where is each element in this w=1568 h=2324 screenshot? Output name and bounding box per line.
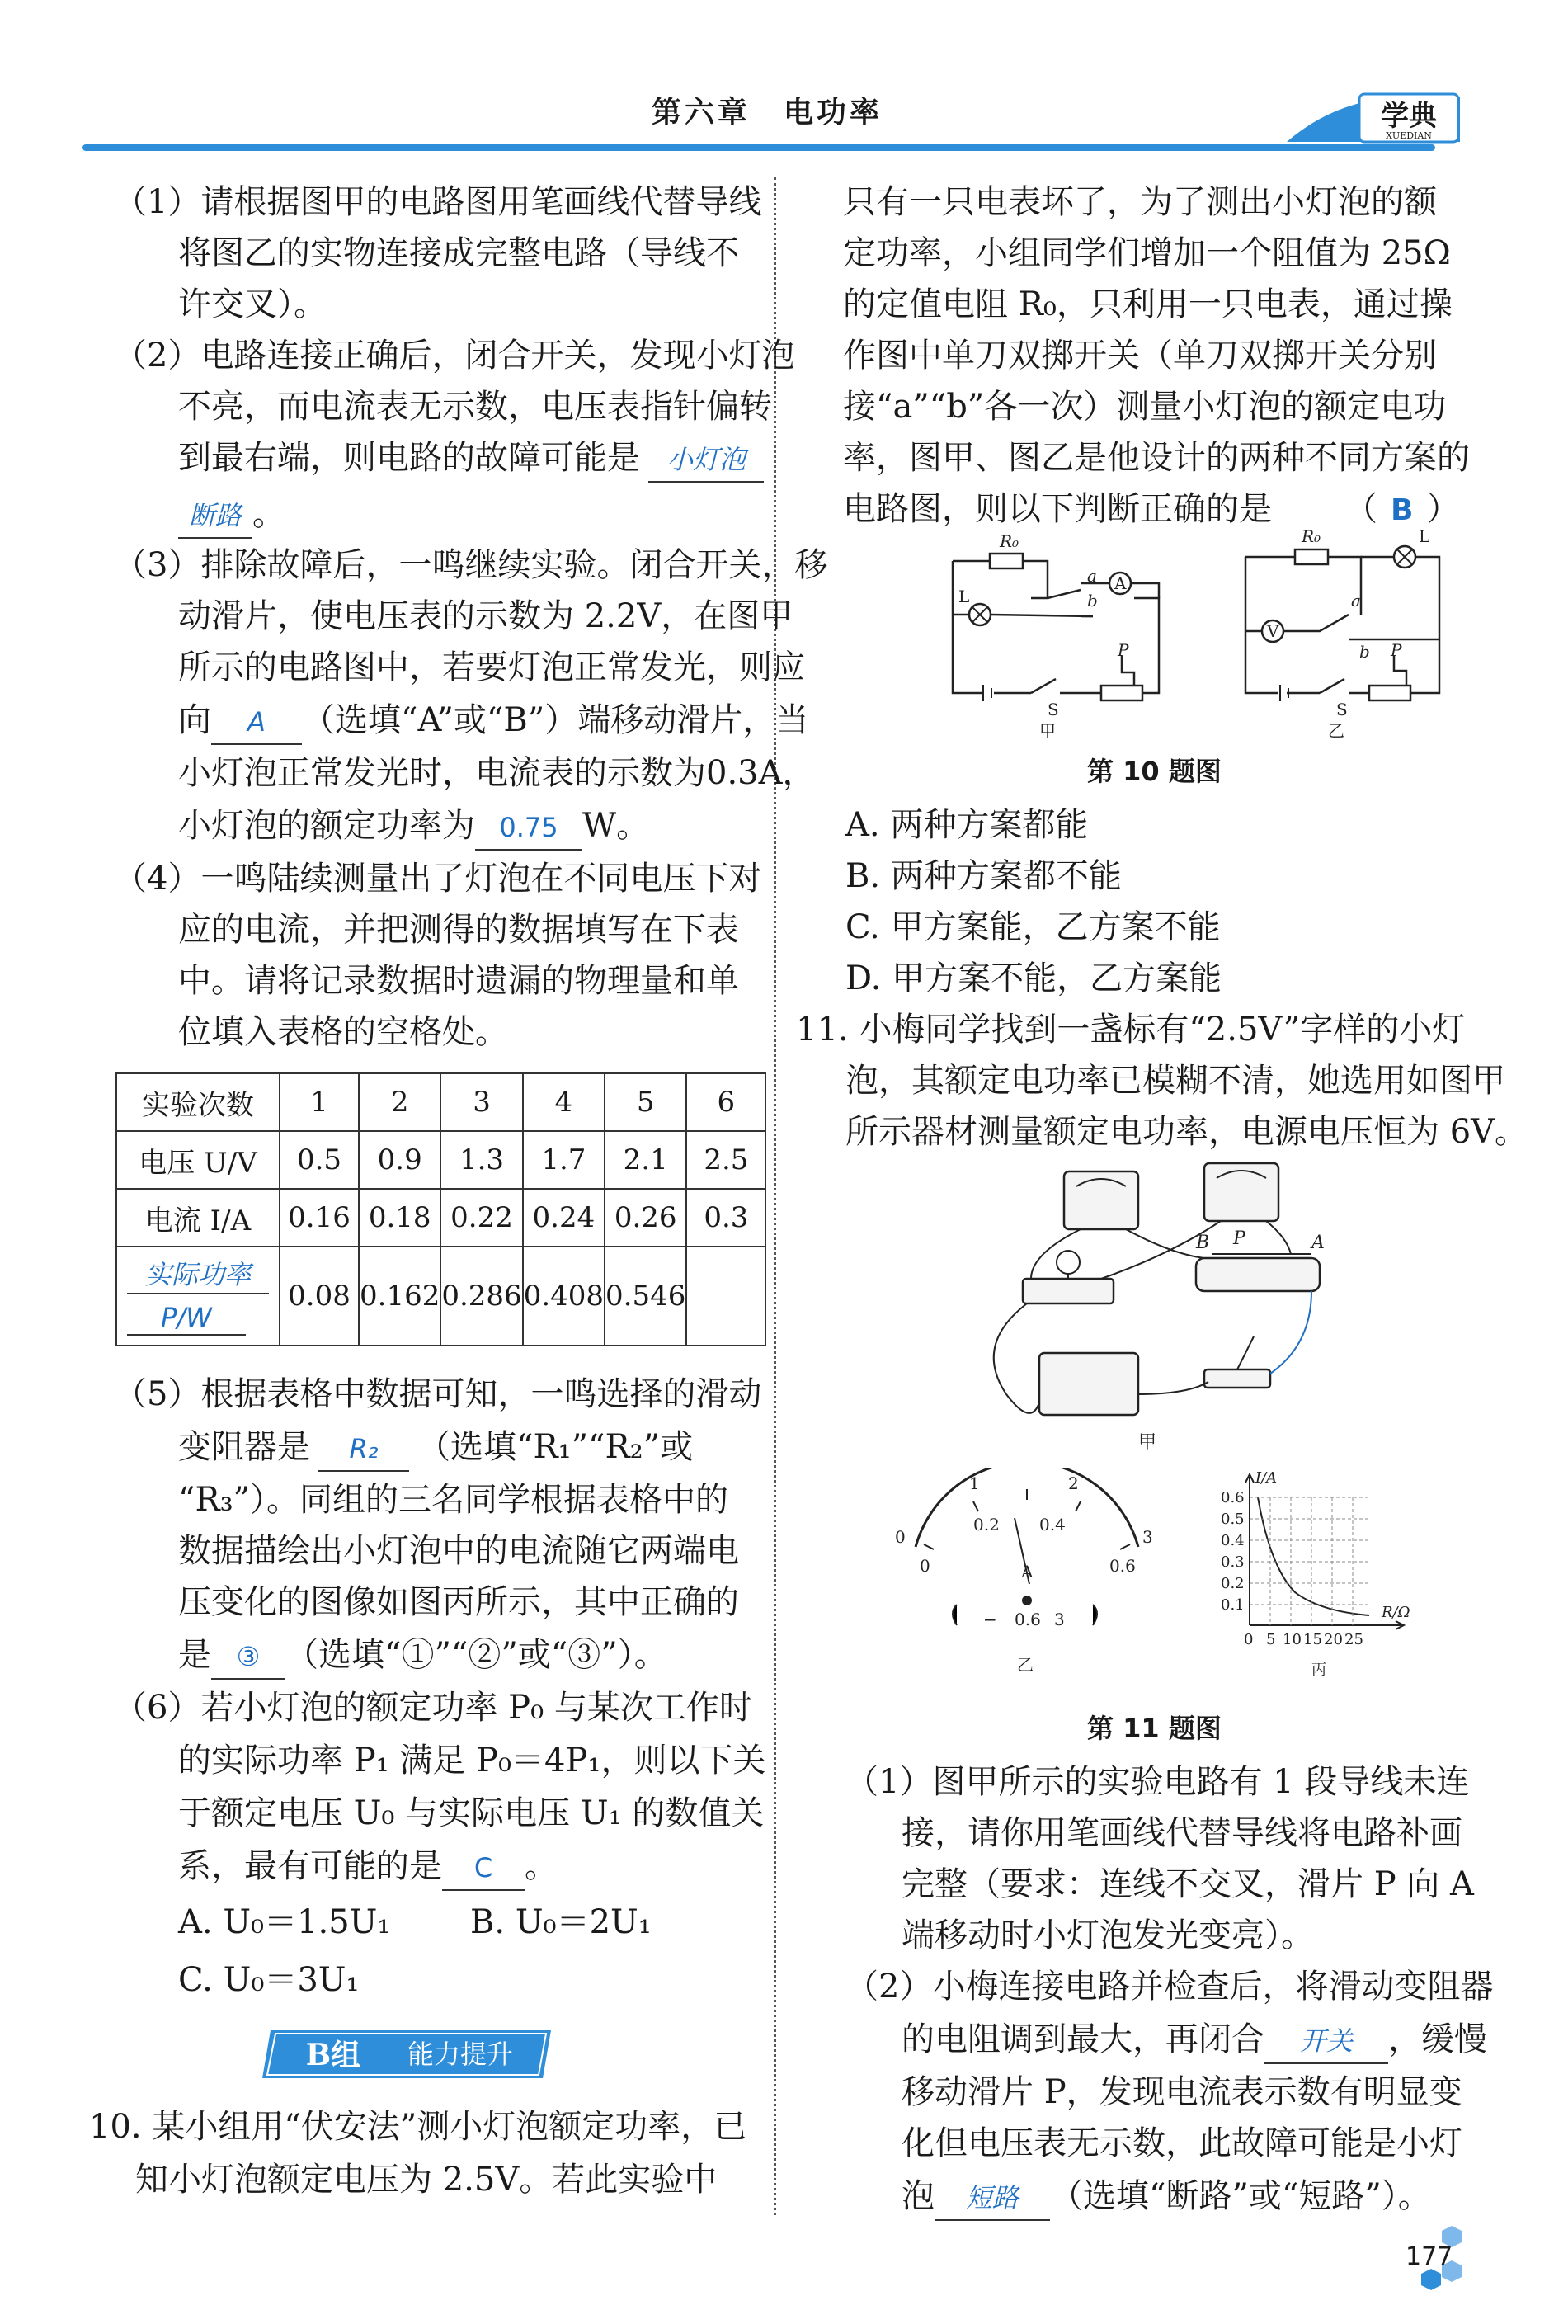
q6-line-1: （6）若小灯泡的额定功率 P₀ 与某次工作时 [114,1689,752,1727]
q4-line-4: 位填入表格的空格处。 [178,1013,508,1051]
graph-ytick: 0.1 [1221,1596,1245,1614]
fig10-voltmeter-yi: V [1267,621,1279,641]
table-cell: 0.22 [440,1189,522,1247]
q6-option-c: C. U₀＝3U₁ [178,1961,360,1999]
q1-line-2: 将图乙的实物连接成完整电路（导线不 [178,234,739,272]
fig10-caption: 第 10 题图 [1087,756,1222,787]
q11-1-line-4: 端移动时小灯泡发光变亮）。 [902,1916,1314,1954]
graph-xtick: 20 [1324,1631,1343,1648]
q10-option-a: A. 两种方案都能 [845,806,1089,844]
q2-text: 到最右端，则电路的故障可能是 [178,439,640,477]
fig10-circuits [932,524,1468,738]
q3-line-2: 动滑片，使电压表的示数为 2.2V，在图甲 [178,597,793,635]
fig10-a-yi: a [1351,591,1361,610]
q11-1-line-3: 完整（要求：连线不交叉，滑片 P 向 A [902,1865,1474,1903]
table-cell: 实验次数 [116,1073,280,1131]
q3-line-6: 小灯泡的额定功率为 0.75 W。 [178,801,649,851]
q5-answer-1: R₂ [318,1427,409,1472]
fig11-p: P [1233,1228,1245,1249]
q10-option-c: C. 甲方案能，乙方案不能 [845,908,1221,946]
q6-line-2: 的实际功率 P₁ 满足 P₀＝4P₁，则以下关 [178,1742,766,1780]
fig10-ammeter-jia: A [1114,573,1127,593]
q10-option-d: D. 甲方案不能，乙方案能 [845,959,1222,997]
meter-scale-06: 0.6 [1109,1556,1136,1576]
fig11-caption: 第 11 题图 [1087,1713,1222,1744]
q2-line-1: （2）电路连接正确后，闭合开关，发现小灯泡 [114,337,795,375]
table-cell: 0.26 [605,1189,686,1247]
q10-cont-3: 的定值电阻 R₀，只利用一只电表，通过操 [843,285,1453,323]
q10-line-2: 知小灯泡额定电压为 2.5V。若此实验中 [135,2161,718,2199]
table-cell: 0.16 [280,1189,359,1247]
q11-2-line-5: 泡 短路 （选填“断路”或“短路”）。 [902,2171,1431,2221]
graph-xtick: 0 [1244,1631,1254,1648]
fig11-label-yi: 乙 [1017,1655,1034,1675]
fig11-label-bing: 丙 [1311,1662,1326,1679]
table-cell: 0.408 [523,1247,605,1346]
q10-option-b: B. 两种方案都不能 [845,857,1122,895]
q10-line-1: 10. 某小组用“伏安法”测小灯泡额定功率，已 [89,2108,747,2146]
publisher-logo [1287,91,1460,148]
q3-line-3: 所示的电路图中，若要灯泡正常发光，则应 [178,648,805,686]
fig10-s-jia: S [1048,700,1059,719]
q5-line-5: 压变化的图像如图丙所示，其中正确的 [178,1583,739,1621]
table-cell: 0.3 [686,1189,765,1247]
q5-line-6: 是 ③ （选填“①”“②”或“③”）。 [178,1630,667,1680]
fig10-label-yi: 乙 [1328,721,1344,738]
table-cell: 2 [359,1073,440,1131]
fig10-b-yi: b [1359,642,1370,662]
table-cell: 0.546 [605,1247,686,1346]
table-cell: 6 [686,1073,765,1131]
q3-line-1: （3）排除故障后，一鸣继续实验。闭合开关，移 [114,546,828,584]
fig10-l-jia: L [958,587,970,606]
table-cell: 0.08 [280,1247,359,1346]
q11-2-line-2: 的电阻调到最大，再闭合 开关 ，缓慢 [902,2015,1487,2064]
fig11-apparatus [924,1147,1386,1460]
fig10-p-jia: P [1118,640,1129,660]
graph-xtick: 10 [1283,1631,1302,1648]
q1-line-1: （1）请根据图甲的电路图用笔画线代替导线 [114,183,762,221]
fig10-b-jia: b [1087,591,1098,610]
table-cell: 0.24 [523,1189,605,1247]
graph-ytick: 0.3 [1221,1553,1245,1571]
fig11-a: A [1311,1233,1325,1253]
q1-line-3: 许交叉）。 [178,285,327,323]
q11-2-line-4: 化但电压表无示数，此故障可能是小灯 [902,2124,1462,2162]
meter-scale-1: 1 [969,1473,980,1493]
graph-ytick: 0.4 [1221,1532,1245,1549]
fig11-label-jia: 甲 [1138,1432,1157,1453]
q2-line-4: 断路 。 [178,489,285,539]
q10-answer: B [1391,493,1414,527]
meter-term-3: 3 [1054,1610,1065,1629]
chapter-title: 第六章 电功率 [652,95,883,130]
q4-line-3: 中。请将记录数据时遗漏的物理量和单 [178,962,739,1000]
q10-cont-7: 电路图，则以下判断正确的是 [843,490,1272,528]
banner-title: 能力提升 [407,2039,514,2070]
table-row [116,1131,765,1189]
section-banner [262,2025,559,2083]
power-label-2: P/W [127,1301,246,1336]
q3-line-4: 向 A （选填“A”或“B”）端移动滑片，当 [178,695,808,745]
q4-line-1: （4）一鸣陆续测量出了灯泡在不同电压下对 [114,860,762,898]
meter-scale-04: 0.4 [1039,1515,1066,1534]
table-cell: 电压 U/V [116,1131,280,1189]
q3-line-5: 小灯泡正常发光时，电流表的示数为0.3A， [178,754,816,792]
table-row [116,1247,765,1346]
data-table [115,1072,766,1346]
table-cell: 1 [280,1073,359,1131]
q11-1-line-1: （1）图甲所示的实验电路有 1 段导线未连 [845,1763,1470,1801]
q6-line-3: 于额定电压 U₀ 与实际电压 U₁ 的数值关 [178,1794,765,1832]
table-cell-power-label [116,1247,280,1346]
q2-line-3 [178,433,764,483]
table-cell: 5 [605,1073,686,1131]
q2-answer-1: 小灯泡 [648,438,764,483]
table-cell: 0.286 [440,1247,522,1346]
q10-cont-1: 只有一只电表坏了，为了测出小灯泡的额 [843,183,1437,221]
q11-2-line-1: （2）小梅连接电路并检查后，将滑动变阻器 [845,1968,1494,2006]
table-cell: 1.7 [523,1131,605,1189]
graph-ytick: 0.2 [1221,1575,1245,1592]
logo-sub: XUEDIAN [1386,130,1432,141]
q3-answer-1: A [211,700,302,745]
q10-cont-2: 定功率，小组同学们增加一个阻值为 25Ω [843,234,1451,272]
table-cell: 4 [523,1073,605,1131]
q10-answer-paren: （ B ） [1344,490,1460,528]
table-cell: 电流 I/A [116,1189,280,1247]
q2-answer-2: 断路 [178,494,252,539]
table-cell: 0.9 [359,1131,440,1189]
fig11-b: B [1196,1233,1210,1253]
graph-ytick: 0.6 [1221,1489,1245,1506]
meter-scale-0b: 0 [920,1556,930,1576]
q5-line-3: “R₃”）。同组的三名同学根据表格中的 [178,1481,729,1519]
graph-xlabel: R/Ω [1382,1604,1410,1621]
fig10-r0-jia: R₀ [1000,531,1019,551]
table-row [116,1073,765,1131]
graph-xtick: 25 [1344,1631,1363,1648]
power-label-1: 实际功率 [127,1256,269,1294]
meter-term-06: 0.6 [1015,1610,1041,1629]
q5-line-4: 数据描绘出小灯泡中的电流随它两端电 [178,1532,739,1570]
q6-line-4: 系，最有可能的是 C 。 [178,1841,558,1891]
q6-answer: C [442,1846,525,1891]
page-number: 177 [1406,2242,1453,2271]
q10-cont-6: 率，图甲、图乙是他设计的两种不同方案的 [843,439,1470,477]
q4-line-2: 应的电流，并把测得的数据填写在下表 [178,911,739,949]
q5-answer-2: ③ [211,1635,285,1680]
q11-line-1: 11. 小梅同学找到一盏标有“2.5V”字样的小灯 [796,1011,1466,1049]
logo-text: 学典 [1381,100,1437,133]
table-cell [686,1247,765,1346]
q5-line-1: （5）根据表格中数据可知，一鸣选择的滑动 [114,1375,762,1413]
table-row [116,1189,765,1247]
q11-2-answer-2: 短路 [935,2176,1050,2221]
header-rule [82,144,1435,151]
meter-scale-02: 0.2 [973,1515,1000,1534]
fig11-ammeter [891,1468,1163,1683]
fig10-a-jia: a [1087,566,1097,586]
table-cell: 3 [440,1073,522,1131]
meter-unit: A [1021,1562,1034,1582]
fig10-label-jia: 甲 [1039,721,1056,738]
table-cell: 2.1 [605,1131,686,1189]
table-cell: 0.162 [359,1247,440,1346]
meter-scale-2: 2 [1068,1473,1079,1493]
q11-2-line-3: 移动滑片 P，发现电流表示数有明显变 [902,2073,1462,2111]
fig11-graph [1204,1464,1427,1687]
q6-option-a: A. U₀＝1.5U₁ [178,1903,391,1941]
q2-line-2: 不亮，而电流表无示数，电压表指针偏转 [178,388,772,426]
q10-cont-5: 接“a”“b”各一次）测量小灯泡的额定电功 [843,388,1447,426]
q6-option-b: B. U₀＝2U₁ [470,1903,652,1941]
q11-line-2: 泡，其额定电功率已模糊不清，她选用如图甲 [845,1062,1505,1100]
banner-group: B组 [305,2038,361,2072]
meter-scale-0: 0 [895,1527,906,1547]
meter-neg: − [983,1610,997,1629]
graph-ytick: 0.5 [1221,1511,1245,1528]
q10-cont-4: 作图中单刀双掷开关（单刀双掷开关分别 [843,337,1437,375]
q11-line-3: 所示器材测量额定电功率，电源电压恒为 6V。 [845,1113,1528,1151]
meter-scale-3: 3 [1142,1527,1153,1547]
q11-2-answer-1: 开关 [1264,2020,1388,2064]
table-cell: 2.5 [686,1131,765,1189]
q3-answer-2: 0.75 [475,806,582,851]
graph-xtick: 15 [1303,1631,1322,1648]
fig10-r0-yi: R₀ [1302,526,1321,546]
q11-1-line-2: 接，请你用笔画线代替导线将电路补画 [902,1814,1462,1852]
graph-xtick: 5 [1266,1631,1276,1648]
q5-line-2: 变阻器是 R₂ （选填“R₁”“R₂”或 [178,1422,693,1472]
column-divider [774,177,776,2215]
fig10-s-yi: S [1336,700,1348,719]
table-cell: 1.3 [440,1131,522,1189]
fig10-p-yi: P [1391,640,1402,660]
table-cell: 0.18 [359,1189,440,1247]
graph-ylabel: I/A [1255,1469,1278,1487]
fig10-l-yi: L [1419,526,1430,546]
table-cell: 0.5 [280,1131,359,1189]
